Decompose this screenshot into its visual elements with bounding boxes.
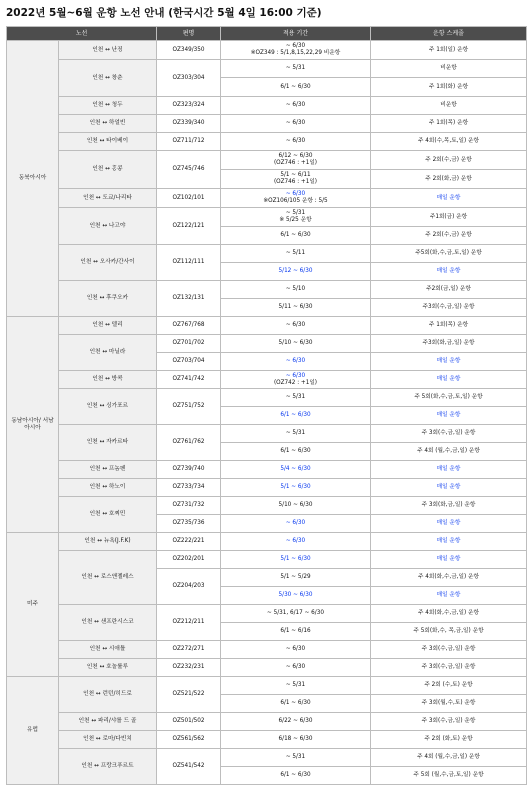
table-row	[7, 208, 527, 227]
period-cell	[221, 208, 371, 227]
period-cell: ~ 5/10	[221, 281, 371, 299]
route-cell: 인천 ↔ 나고야	[59, 208, 157, 245]
period-cell: ~ 6/30	[221, 115, 371, 133]
flight-number-cell: OZ735/736	[157, 515, 221, 533]
table-row	[7, 605, 527, 623]
route-cell: 인천 ↔ 도쿄/나리타	[59, 189, 157, 208]
period-line: ~ 6/30	[285, 191, 306, 197]
header-schedule: 운항 스케줄	[371, 27, 527, 41]
table-row	[7, 677, 527, 695]
schedule-cell: 주 3회(수,금,일) 운항	[371, 713, 527, 731]
schedule-cell: 매일 운항	[371, 515, 527, 533]
period-cell: 6/1 ~ 6/30	[221, 407, 371, 425]
period-cell: ~ 6/30	[221, 353, 371, 371]
route-cell: 인천 ↔ 난징	[59, 41, 157, 60]
schedule-cell: 주3회(화,금,일) 운항	[371, 335, 527, 353]
period-line: ※ 5/25 운항	[279, 217, 312, 223]
period-cell: ~ 5/31	[221, 749, 371, 767]
route-cell: 인천 ↔ 델리	[59, 317, 157, 335]
flight-number-cell: OZ739/740	[157, 461, 221, 479]
route-cell: 인천 ↔ 청두	[59, 97, 157, 115]
schedule-cell: 주3회(수,금,일) 운항	[371, 299, 527, 317]
table-row	[7, 659, 527, 677]
table-row	[7, 133, 527, 151]
period-cell: 5/10 ~ 6/30	[221, 335, 371, 353]
route-schedule-table	[6, 26, 527, 785]
period-cell: ~ 6/30	[221, 533, 371, 551]
schedule-cell: 매일 운항	[371, 263, 527, 281]
flight-number-cell: OZ711/712	[157, 133, 221, 151]
schedule-cell: 매일 운항	[371, 533, 527, 551]
period-line: (OZ746 : +1일)	[273, 179, 318, 185]
period-line: (OZ742 : +1일)	[273, 379, 318, 386]
table-row	[7, 335, 527, 353]
schedule-cell: 주 3회(수,금,일) 운항	[371, 641, 527, 659]
flight-number-cell: OZ701/702	[157, 335, 221, 353]
period-cell: ~ 5/31	[221, 389, 371, 407]
table-row	[7, 97, 527, 115]
route-cell: 인천 ↔ 시애틀	[59, 641, 157, 659]
flight-number-cell: OZ733/734	[157, 479, 221, 497]
route-cell: 인천 ↔ 파리/샤를 드 골	[59, 713, 157, 731]
flight-number-cell: OZ122/121	[157, 208, 221, 245]
table-row	[7, 731, 527, 749]
period-cell: ~ 5/31	[221, 677, 371, 695]
region-cell: 동북아시아	[7, 41, 59, 317]
period-line: ~ 5/31	[285, 210, 306, 216]
schedule-cell: 매일 운항	[371, 353, 527, 371]
period-cell: 6/18 ~ 6/30	[221, 731, 371, 749]
period-cell: ~ 5/31	[221, 60, 371, 78]
schedule-cell: 주 3회(수,금,일) 운항	[371, 659, 527, 677]
schedule-cell: 매일 운항	[371, 479, 527, 497]
route-cell: 인천 ↔ 자카르타	[59, 425, 157, 461]
route-cell: 인천 ↔ 로스앤젤레스	[59, 551, 157, 605]
period-cell: ~ 6/30	[221, 133, 371, 151]
table-row	[7, 749, 527, 767]
table-header-row	[7, 27, 527, 41]
schedule-cell: 주 1회(목) 운항	[371, 115, 527, 133]
table-row	[7, 41, 527, 60]
flight-number-cell: OZ561/562	[157, 731, 221, 749]
period-cell: 5/1 ~ 6/30	[221, 479, 371, 497]
route-cell: 인천 ↔ 샌프란시스코	[59, 605, 157, 641]
route-cell: 인천 ↔ 오사카/간사이	[59, 245, 157, 281]
flight-number-cell: OZ272/271	[157, 641, 221, 659]
period-cell: ~ 5/31	[221, 425, 371, 443]
period-cell: 5/12 ~ 6/30	[221, 263, 371, 281]
period-line: (OZ746 : +1일)	[273, 160, 318, 166]
route-cell: 인천 ↔ 프놈펜	[59, 461, 157, 479]
route-cell: 인천 ↔ 타이베이	[59, 133, 157, 151]
table-row	[7, 371, 527, 389]
schedule-cell: 주 5회(화,수, 목,금,일) 운항	[371, 623, 527, 641]
schedule-cell: 매일 운항	[371, 189, 527, 208]
route-cell: 인천 ↔ 하노이	[59, 479, 157, 497]
schedule-cell: 주 2회 (화,토) 운항	[371, 731, 527, 749]
table-row	[7, 479, 527, 497]
period-cell	[221, 189, 371, 208]
header-period: 적용 기간	[221, 27, 371, 41]
flight-number-cell: OZ703/704	[157, 353, 221, 371]
table-row	[7, 281, 527, 299]
schedule-cell: 주 3회(수,금,일) 운항	[371, 425, 527, 443]
flight-number-cell: OZ323/324	[157, 97, 221, 115]
route-cell: 인천 ↔ 방콕	[59, 371, 157, 389]
route-cell: 인천 ↔ 로마/다빈치	[59, 731, 157, 749]
period-cell: 6/1 ~ 6/30	[221, 695, 371, 713]
schedule-cell: 매일 운항	[371, 551, 527, 569]
flight-number-cell: OZ761/762	[157, 425, 221, 461]
flight-number-cell: OZ212/211	[157, 605, 221, 641]
route-cell: 인천 ↔ 뉴욕(J.F.K)	[59, 533, 157, 551]
table-row	[7, 551, 527, 569]
flight-number-cell: OZ222/221	[157, 533, 221, 551]
flight-number-cell: OZ745/746	[157, 151, 221, 189]
region-cell: 유럽	[7, 677, 59, 785]
header-flight: 편명	[157, 27, 221, 41]
route-cell: 인천 ↔ 런던/히드로	[59, 677, 157, 713]
period-cell: ~ 6/30	[221, 97, 371, 115]
period-line: ※OZ349 : 5/1,8,15,22,29 비운항	[250, 50, 341, 56]
schedule-cell: 매일 운항	[371, 461, 527, 479]
flight-number-cell: OZ541/542	[157, 749, 221, 785]
period-cell: ~ 6/30	[221, 641, 371, 659]
region-cell: 동남아시아/ 서남아시아	[7, 317, 59, 533]
schedule-cell: 주 4회(수,목,토,일) 운항	[371, 133, 527, 151]
flight-number-cell: OZ767/768	[157, 317, 221, 335]
period-cell: ~ 5/11	[221, 245, 371, 263]
schedule-cell: 주 4회 (월,수,금,일) 운항	[371, 443, 527, 461]
route-cell: 인천 ↔ 호찌민	[59, 497, 157, 533]
route-cell: 인천 ↔ 창춘	[59, 60, 157, 97]
period-cell	[221, 41, 371, 60]
period-cell	[221, 371, 371, 389]
route-cell: 인천 ↔ 후쿠오카	[59, 281, 157, 317]
route-cell: 인천 ↔ 호놀룰루	[59, 659, 157, 677]
schedule-cell: 주 4회(화,수,금,일) 운항	[371, 569, 527, 587]
period-line: ※OZ106/105 운항 : 5/5	[263, 198, 328, 204]
flight-number-cell: OZ204/203	[157, 569, 221, 605]
schedule-cell: 매일 운항	[371, 587, 527, 605]
flight-number-cell: OZ232/231	[157, 659, 221, 677]
flight-number-cell: OZ751/752	[157, 389, 221, 425]
schedule-cell: 주1회(금) 운항	[371, 208, 527, 227]
schedule-cell: 주 4회 (월,수,금,일) 운항	[371, 749, 527, 767]
flight-number-cell: OZ731/732	[157, 497, 221, 515]
schedule-cell: 주 1회(일) 운항	[371, 41, 527, 60]
period-cell: 5/1 ~ 5/29	[221, 569, 371, 587]
schedule-cell: 주 1회(목) 운항	[371, 317, 527, 335]
table-row	[7, 115, 527, 133]
flight-number-cell: OZ521/522	[157, 677, 221, 713]
route-cell: 인천 ↔ 홍콩	[59, 151, 157, 189]
route-cell: 인천 ↔ 싱가포르	[59, 389, 157, 425]
table-row	[7, 151, 527, 170]
schedule-cell: 주 4회(화,수,금,일) 운항	[371, 605, 527, 623]
flight-number-cell: OZ202/201	[157, 551, 221, 569]
flight-number-cell: OZ349/350	[157, 41, 221, 60]
page-title: 2022년 5월~6월 운항 노선 안내 (한국시간 5월 4일 16:00 기준)	[6, 7, 322, 19]
period-cell	[221, 151, 371, 170]
schedule-cell: 매일 운항	[371, 407, 527, 425]
header-route: 노선	[7, 27, 157, 41]
route-cell: 인천 ↔ 마닐라	[59, 335, 157, 371]
period-cell: ~ 6/30	[221, 515, 371, 533]
schedule-cell: 주 1회(화) 운항	[371, 78, 527, 97]
period-line: 5/1 ~ 6/11	[280, 172, 311, 178]
table-row	[7, 497, 527, 515]
period-cell: 6/1 ~ 6/30	[221, 443, 371, 461]
schedule-cell: 비운항	[371, 97, 527, 115]
period-cell: ~ 5/31, 6/17 ~ 6/30	[221, 605, 371, 623]
table-row	[7, 389, 527, 407]
flight-number-cell: OZ339/340	[157, 115, 221, 133]
table-row	[7, 425, 527, 443]
period-cell	[221, 170, 371, 189]
period-line: ~ 6/30	[285, 43, 306, 49]
period-cell: ~ 6/30	[221, 317, 371, 335]
period-line: 6/12 ~ 6/30	[278, 153, 313, 159]
flight-number-cell: OZ303/304	[157, 60, 221, 97]
table-row	[7, 713, 527, 731]
flight-number-cell: OZ741/742	[157, 371, 221, 389]
schedule-cell: 주 3회(월,수,토) 운항	[371, 695, 527, 713]
table-row	[7, 533, 527, 551]
region-cell: 미주	[7, 533, 59, 677]
table-row	[7, 245, 527, 263]
period-cell: 6/1 ~ 6/30	[221, 78, 371, 97]
route-cell: 인천 ↔ 하얼빈	[59, 115, 157, 133]
schedule-cell: 주 2회(화,금) 운항	[371, 170, 527, 189]
schedule-cell: 주 2회(수,금) 운항	[371, 151, 527, 170]
schedule-cell: 주5회(화,수,금,토,일) 운항	[371, 245, 527, 263]
period-cell: 5/10 ~ 6/30	[221, 497, 371, 515]
table-row	[7, 60, 527, 78]
period-cell: 6/22 ~ 6/30	[221, 713, 371, 731]
period-cell: 6/1 ~ 6/30	[221, 767, 371, 785]
flight-number-cell: OZ112/111	[157, 245, 221, 281]
schedule-cell: 주 5회 (월,수,금,토,일) 운항	[371, 767, 527, 785]
schedule-cell: 주2회(금,일) 운항	[371, 281, 527, 299]
schedule-cell: 매일 운항	[371, 371, 527, 389]
period-cell: 6/1 ~ 6/30	[221, 227, 371, 245]
route-cell: 인천 ↔ 프랑크푸르트	[59, 749, 157, 785]
flight-number-cell: OZ132/131	[157, 281, 221, 317]
flight-number-cell: OZ102/101	[157, 189, 221, 208]
table-row	[7, 317, 527, 335]
table-row	[7, 461, 527, 479]
period-line: ~ 6/30	[285, 372, 306, 379]
flight-number-cell: OZ501/502	[157, 713, 221, 731]
schedule-cell: 주 5회(화,수,금,토,일) 운항	[371, 389, 527, 407]
schedule-cell: 주 2회(수,금) 운항	[371, 227, 527, 245]
period-cell: 5/30 ~ 6/30	[221, 587, 371, 605]
table-row	[7, 189, 527, 208]
table-row	[7, 641, 527, 659]
period-cell: 6/1 ~ 6/16	[221, 623, 371, 641]
period-cell: 5/11 ~ 6/30	[221, 299, 371, 317]
schedule-cell: 비운항	[371, 60, 527, 78]
period-cell: 5/4 ~ 6/30	[221, 461, 371, 479]
period-cell: 5/1 ~ 6/30	[221, 551, 371, 569]
period-cell: ~ 6/30	[221, 659, 371, 677]
schedule-cell: 주 2회 (수,토) 운항	[371, 677, 527, 695]
schedule-cell: 주 3회(화,금,일) 운항	[371, 497, 527, 515]
